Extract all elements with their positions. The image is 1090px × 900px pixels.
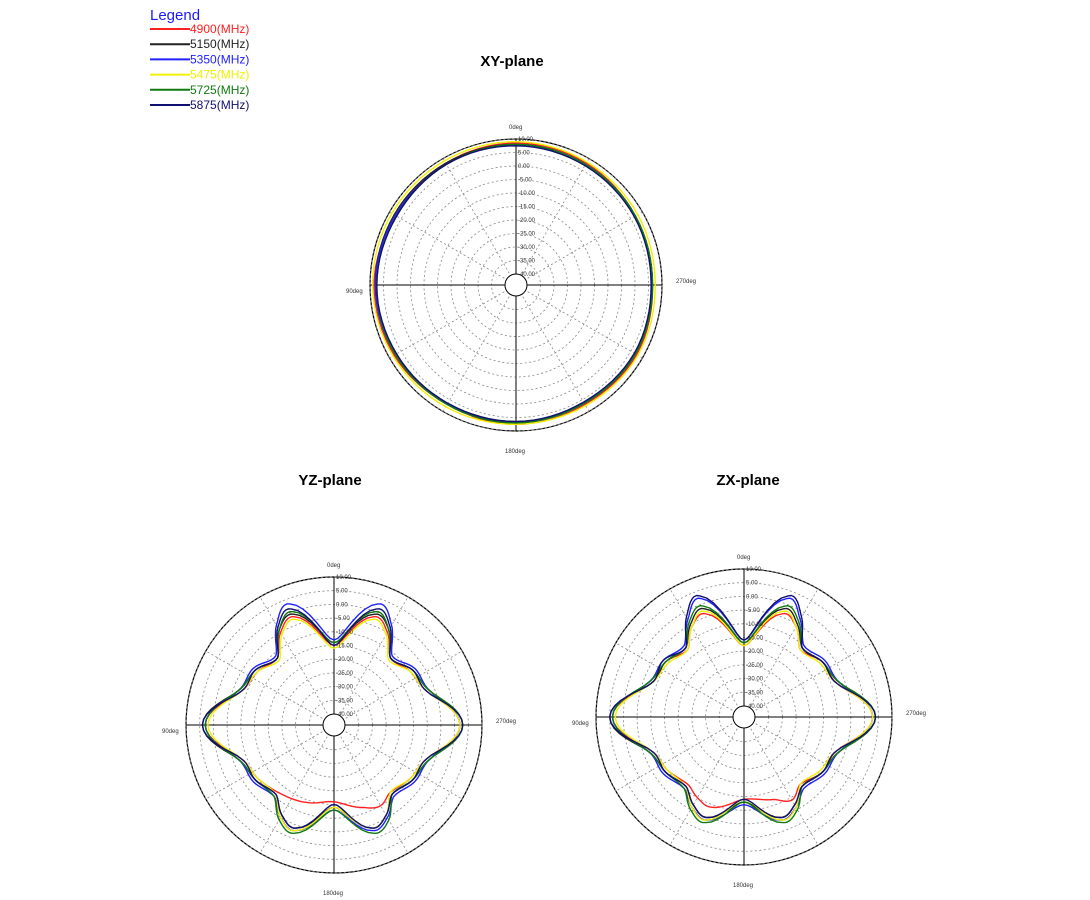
legend-label: 4900(MHz) (190, 22, 250, 36)
radial-tick-label: 10.00 (518, 137, 534, 143)
grid-spoke (390, 212, 516, 285)
legend-item (150, 22, 249, 36)
radial-tick-label: -5.00 (518, 177, 532, 184)
radial-tick-label: 0.00 (518, 164, 530, 170)
polar-plot-xy-plane (346, 53, 696, 455)
radial-tick-label: -10.00 (518, 191, 536, 197)
radial-tick-label: -35.00 (518, 258, 536, 265)
radial-tick-label: -5.00 (336, 616, 350, 623)
radial-tick-label: 0.00 (746, 594, 758, 601)
radial-tick-label: -15.00 (518, 204, 536, 211)
plot-title: XY-plane (480, 53, 544, 70)
legend-item (150, 68, 249, 82)
legend (150, 7, 249, 112)
radial-tick-label: -15.00 (336, 643, 354, 650)
angle-label-top: 0deg (509, 125, 523, 131)
radial-tick-label: 10.00 (336, 575, 352, 581)
grid-spoke (334, 725, 462, 799)
radial-tick-label: -15.00 (746, 635, 764, 642)
legend-item (150, 52, 249, 66)
radial-tick-label: -35.00 (336, 698, 354, 705)
angle-label-right: 270deg (676, 279, 697, 285)
legend-item (150, 37, 249, 51)
radial-tick-label: -40.00 (336, 712, 354, 718)
polar-plot-zx-plane (572, 472, 926, 889)
radial-tick-label: -25.00 (746, 662, 764, 669)
radial-tick-label: -5.00 (746, 608, 760, 615)
radial-tick-label: 0.00 (336, 602, 348, 609)
angle-label-right: 270deg (496, 719, 517, 725)
angle-label-left: 90deg (572, 721, 589, 727)
angle-label-right: 270deg (906, 711, 927, 717)
radial-tick-label: -35.00 (746, 690, 764, 697)
plot-title: ZX-plane (716, 472, 780, 489)
legend-label: 5875(MHz) (190, 98, 250, 112)
radial-tick-label: -25.00 (336, 670, 354, 677)
radial-tick-label: 5.00 (518, 150, 530, 157)
angle-label-top: 0deg (327, 563, 341, 569)
radial-tick-label: -30.00 (518, 245, 536, 251)
legend-label: 5350(MHz) (190, 52, 250, 67)
legend-label: 5150(MHz) (190, 37, 250, 52)
radial-tick-label: -30.00 (336, 684, 354, 691)
radial-tick-label: -20.00 (336, 657, 354, 664)
legend-label: 5725(MHz) (190, 82, 250, 97)
radial-tick-label: -20.00 (746, 649, 764, 656)
radial-tick-label: -30.00 (746, 676, 764, 683)
legend-item (150, 83, 249, 97)
grid-spoke (390, 285, 516, 358)
legend-label: 5475(MHz) (190, 67, 250, 82)
plot-title: YZ-plane (298, 472, 362, 489)
legend-title: Legend (150, 7, 201, 24)
angle-label-top: 0deg (737, 555, 751, 561)
grid-spoke (443, 159, 516, 285)
radial-tick-label: -10.00 (336, 629, 354, 636)
radial-tick-label: 10.00 (746, 567, 762, 573)
angle-label-bottom: 180deg (733, 883, 754, 889)
angle-label-bottom: 180deg (505, 449, 526, 455)
grid-spoke (206, 651, 334, 725)
radial-tick-label: -10.00 (746, 621, 764, 628)
radial-tick-label: 5.00 (746, 580, 758, 587)
polar-plot-yz-plane (162, 472, 516, 897)
angle-label-left: 90deg (162, 729, 179, 735)
radial-tick-label: -40.00 (746, 704, 764, 710)
radial-tick-label: -40.00 (518, 272, 536, 278)
legend-item (150, 98, 249, 112)
radial-tick-label: 5.00 (336, 588, 348, 595)
angle-label-bottom: 180deg (323, 891, 344, 897)
angle-label-left: 90deg (346, 289, 363, 295)
radial-tick-label: -25.00 (518, 231, 536, 238)
radial-tick-label: -20.00 (518, 218, 536, 224)
